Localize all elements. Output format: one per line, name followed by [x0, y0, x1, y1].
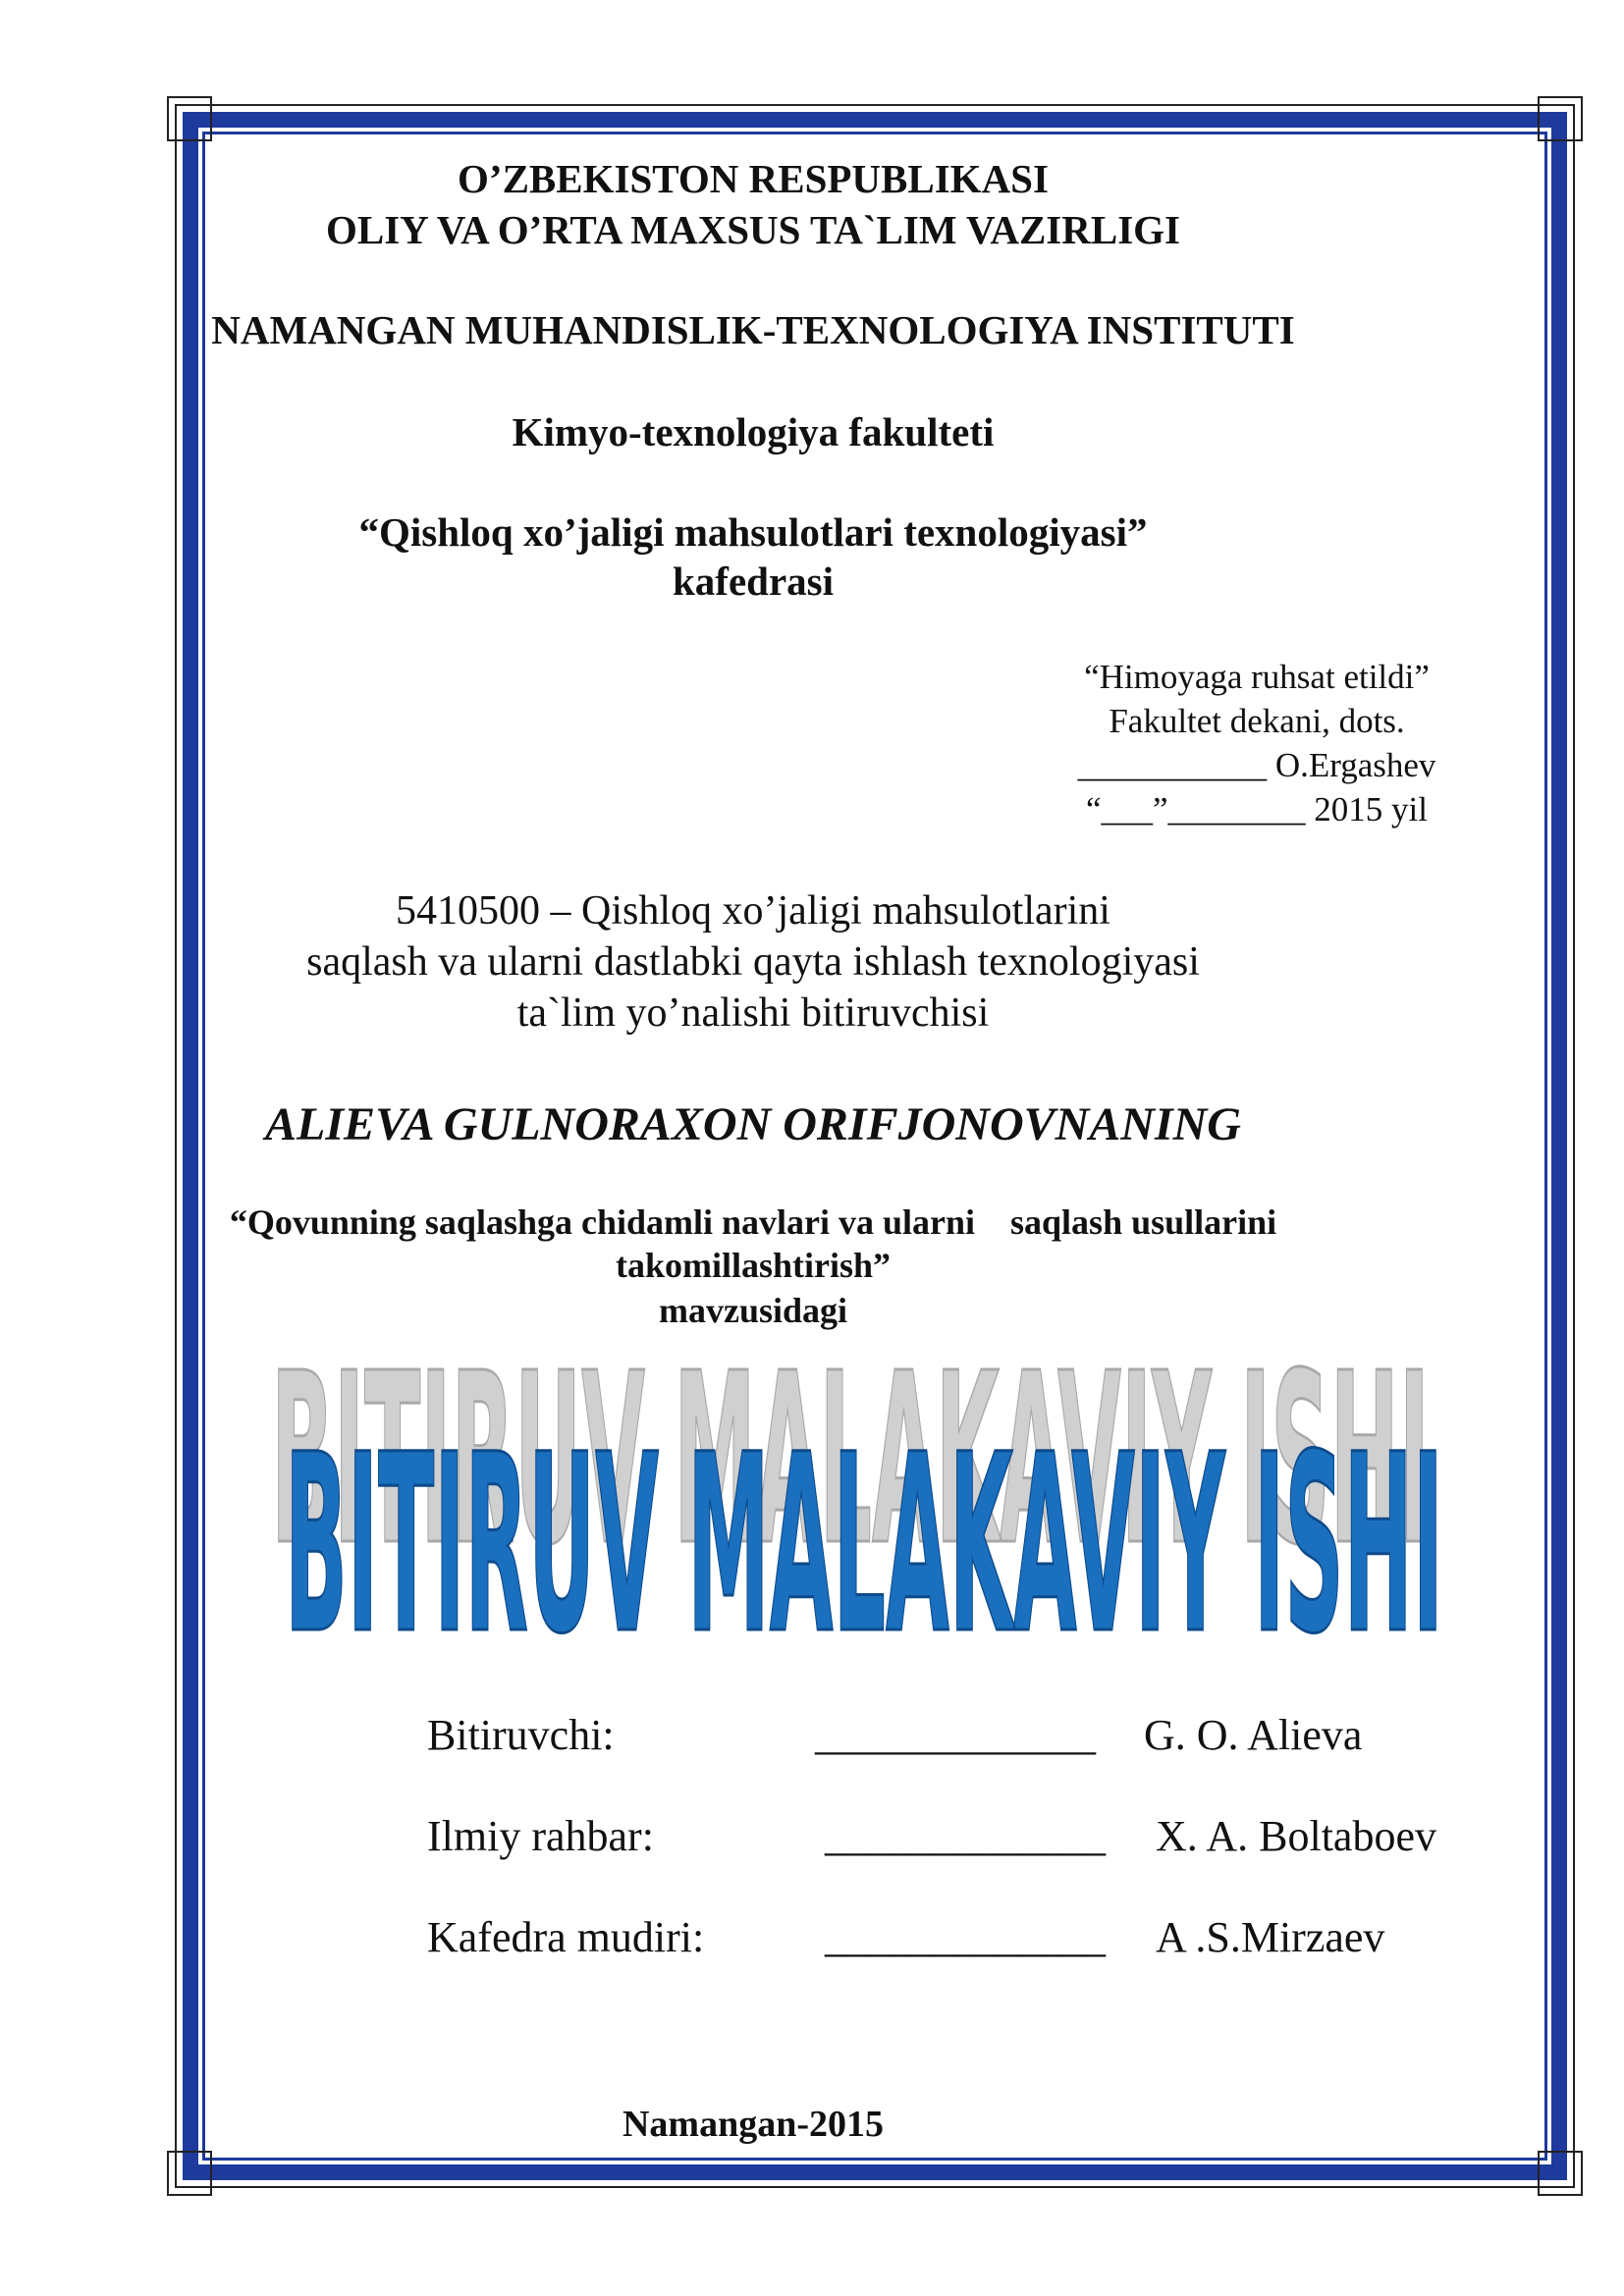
topic-line-1: “Qovunning saqlashga chidamli navlari va ularni saqlash usullarini [229, 1202, 1277, 1242]
border-corner-top-left [167, 96, 212, 141]
signature-role: Bitiruvchi: [427, 1711, 615, 1759]
faculty-name: Kimyo-texnologiya fakulteti [512, 409, 995, 454]
signature-row-graduate [427, 1710, 1507, 1769]
signature-blank: _____________ [825, 1913, 1106, 1961]
signature-name: X. A. Boltaboev [1156, 1812, 1436, 1860]
title-wordart [265, 1335, 1463, 1669]
department-line-1: “Qishloq xo’jaligi mahsulotlari texnologiyasi” [358, 509, 1148, 555]
approval-dean: Fakultet dekani, dots. [1109, 702, 1405, 740]
signature-row-supervisor [427, 1811, 1507, 1870]
signature-blank: _____________ [815, 1711, 1096, 1759]
signature-name: G. O. Alieva [1144, 1711, 1363, 1759]
signature-name: A .S.Mirzaev [1156, 1913, 1385, 1961]
specialty-line-2: saqlash va ularni dastlabki qayta ishlash texnologiyasi [306, 939, 1200, 985]
signature-role: Kafedra mudiri: [427, 1913, 705, 1961]
specialty-line-1: 5410500 – Qishloq xo’jaligi mahsulotlarini [396, 888, 1110, 934]
border-corner-top-right [1538, 96, 1583, 141]
signature-blank: _____________ [825, 1812, 1106, 1860]
approval-signature-line: ___________ O.Ergashev [1077, 746, 1436, 784]
student-name: ALIEVA GULNORAXON ORIFJONOVNANING [265, 1098, 1241, 1150]
title-wordart-text: BITIRUV MALAKAVIY ISHI [285, 1402, 1443, 1669]
title-wordart-shadow: BITIRUV MALAKAVIY ISHI [271, 1335, 1430, 1597]
topic-line-3: mavzusidagi [658, 1291, 848, 1330]
header-line-1: O’ZBEKISTON RESPUBLIKASI [458, 156, 1049, 201]
department-line-2: kafedrasi [673, 559, 834, 604]
topic-line-2: takomillashtirish” [615, 1246, 892, 1285]
approval-date-line: “___”________ 2015 yil [1085, 790, 1429, 828]
institute-name: NAMANGAN MUHANDISLIK-TEXNOLOGIYA INSTITUTI [211, 307, 1295, 352]
signature-role: Ilmiy rahbar: [427, 1812, 654, 1860]
footer-place-year: Namangan-2015 [622, 2104, 885, 2145]
approval-title: “Himoyaga ruhsat etildi” [1084, 658, 1430, 696]
specialty-line-3: ta`lim yo’nalishi bitiruvchisi [516, 990, 990, 1036]
border-corner-bottom-right [1538, 2151, 1583, 2196]
header-line-2: OLIY VA O’RTA MAXSUS TA`LIM VAZIRLIGI [325, 207, 1181, 252]
border-corner-bottom-left [167, 2151, 212, 2196]
approval-block [1041, 658, 1473, 834]
signature-row-head [427, 1912, 1507, 1971]
